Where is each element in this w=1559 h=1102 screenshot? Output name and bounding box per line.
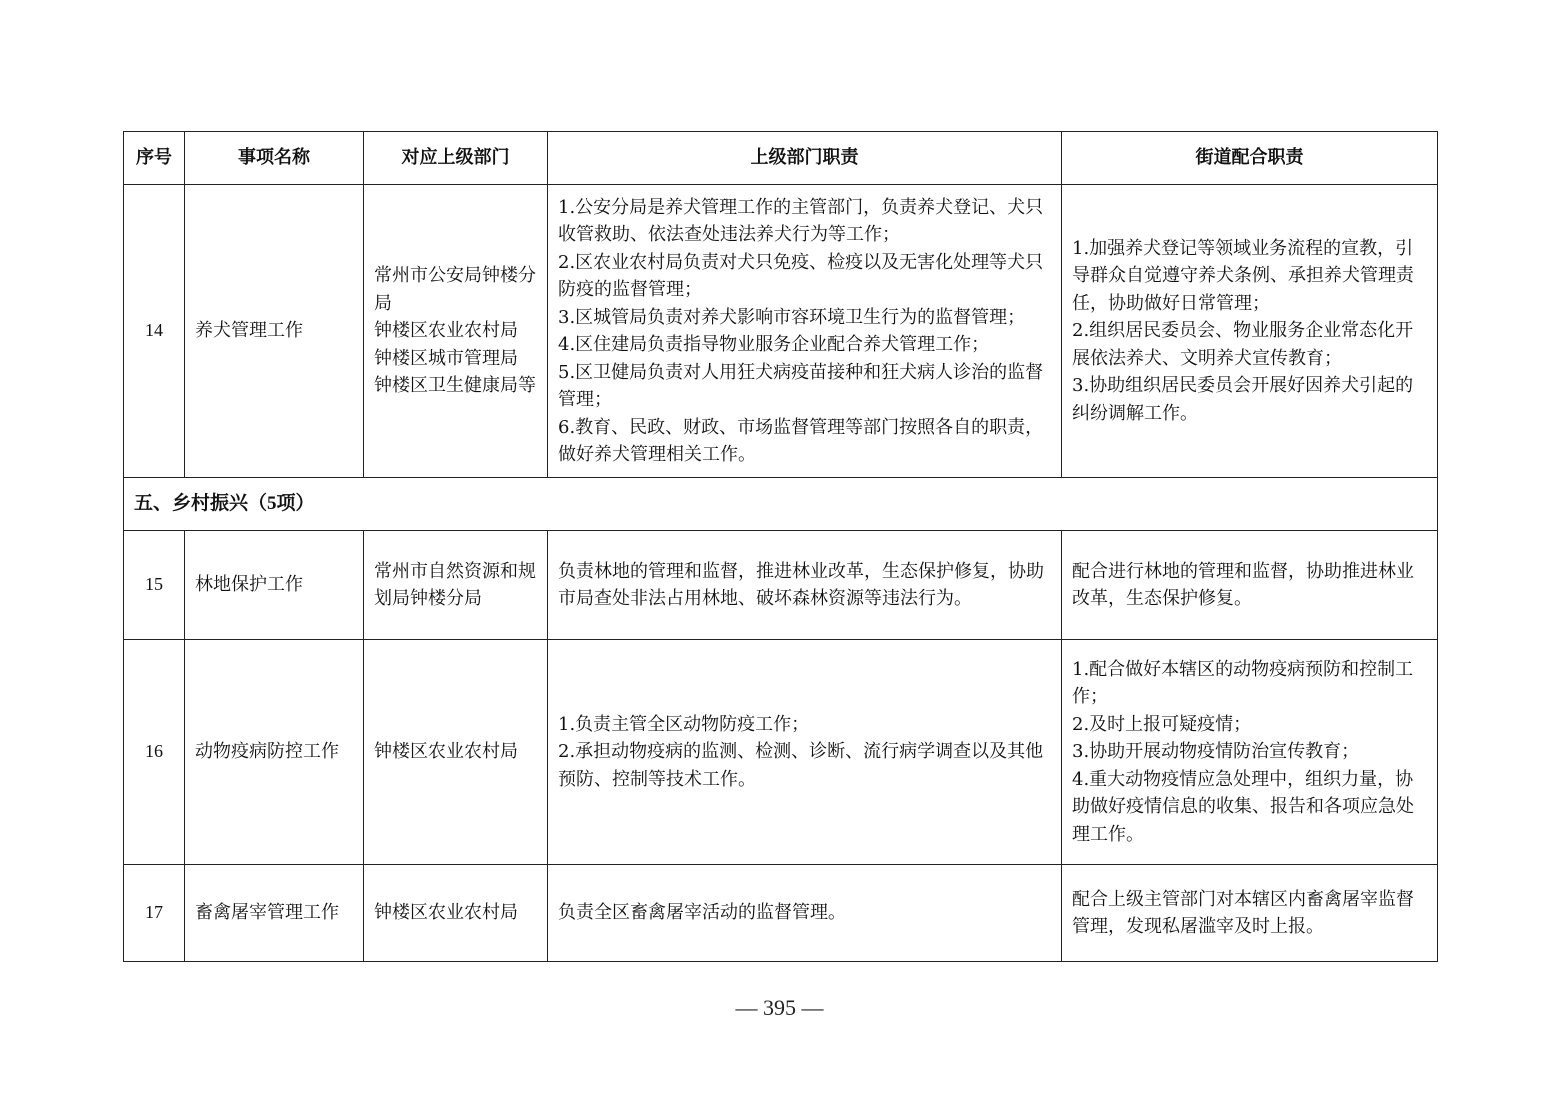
department-cell [364,185,548,478]
table-row [124,185,1438,478]
header-street-duties: 街道配合职责 [1062,132,1438,185]
row-number: 14 [124,185,185,478]
header-row [124,132,1438,185]
duty-table [123,131,1438,962]
section-row [124,478,1438,531]
department-line: 钟楼区农业农村局 [374,741,518,763]
street-duties-cell [1062,640,1438,865]
row-number: 16 [124,640,185,865]
department-line: 钟楼区农业农村局 [374,320,518,342]
duty-line: 1.公安分局是养犬管理工作的主管部门，负责养犬登记、犬只收管救助、依法查处违法养犬行为等工作； [558,196,1044,245]
section-title-suffix: 项） [276,492,315,515]
street-duties-cell [1062,185,1438,478]
department-cell [364,640,548,865]
duty-line: 1.加强养犬登记等领域业务流程的宣教，引导群众自觉遵守养犬条例、承担养犬管理责任，协助做好日常管理； [1072,237,1414,314]
duty-line: 6.教育、民政、财政、市场监督管理等部门按照各自的职责，做好养犬管理相关工作。 [558,416,1044,465]
duty-line: 2.区农业农村局负责对犬只免疫、检疫以及无害化处理等犬只防疫的监督管理； [558,251,1044,300]
duty-line: 4.重大动物疫情应急处理中，组织力量，协助做好疫情信息的收集、报告和各项应急处理工作。 [1072,768,1414,845]
upper-duties-cell [548,531,1062,640]
duty-line: 1.配合做好本辖区的动物疫病预防和控制工作； [1072,658,1414,708]
department-cell [364,531,548,640]
duty-line: 3.区城管局负责对养犬影响市容环境卫生行为的监督管理； [558,306,1026,328]
department-line: 常州市公安局钟楼分局 [374,265,536,314]
duty-line: 3.协助开展动物疫情防治宣传教育； [1072,741,1360,763]
department-line: 常州市自然资源和规划局钟楼分局 [374,560,536,609]
duty-line: 5.区卫健局负责对人用狂犬病疫苗接种和狂犬病人诊治的监督管理； [558,361,1044,410]
table-row [124,531,1438,640]
department-line: 钟楼区农业农村局 [374,902,518,924]
page-number: — 395 — [735,995,824,1020]
duty-line: 负责林地的管理和监督，推进林业改革，生态保护修复，协助市局查处非法占用林地、破坏森林资源等违法行为。 [558,560,1044,609]
department-cell [364,865,548,962]
header-upper-duties: 上级部门职责 [548,132,1062,185]
department-line: 钟楼区卫生健康局等 [374,375,536,397]
upper-duties-cell [548,865,1062,962]
table-row [124,640,1438,865]
department-line: 钟楼区城市管理局 [374,347,518,369]
duty-line: 3.协助组织居民委员会开展好因养犬引起的纠纷调解工作。 [1072,375,1414,424]
section-title [124,478,1438,531]
row-number: 17 [124,865,185,962]
duty-line: 2.组织居民委员会、物业服务企业常态化开展依法养犬、文明养犬宣传教育； [1072,320,1414,369]
header-item-name: 事项名称 [185,132,364,185]
item-name: 养犬管理工作 [185,185,364,478]
table-row [124,865,1438,962]
duty-line: 2.承担动物疫病的监测、检测、诊断、流行病学调查以及其他预防、控制等技术工作。 [558,741,1044,790]
duty-line: 1.负责主管全区动物防疫工作； [558,713,810,735]
street-duties-cell [1062,531,1438,640]
item-name: 动物疫病防控工作 [185,640,364,865]
duty-line: 4.区住建局负责指导物业服务企业配合养犬管理工作； [558,334,990,355]
upper-duties-cell [548,640,1062,865]
header-no: 序号 [124,132,185,185]
item-name: 畜禽屠宰管理工作 [185,865,364,962]
section-count: 5 [267,493,277,515]
duty-line: 负责全区畜禽屠宰活动的监督管理。 [558,902,846,924]
header-upper-department: 对应上级部门 [364,132,548,185]
upper-duties-cell [548,185,1062,478]
street-duties-cell [1062,865,1438,962]
row-number: 15 [124,531,185,640]
duty-line: 2.及时上报可疑疫情； [1072,713,1252,735]
duty-line: 配合进行林地的管理和监督，协助推进林业改革，生态保护修复。 [1072,560,1414,609]
section-title-text: 五、乡村振兴（ [134,492,268,515]
duty-line: 配合上级主管部门对本辖区内畜禽屠宰监督管理，发现私屠滥宰及时上报。 [1072,888,1414,937]
item-name: 林地保护工作 [185,531,364,640]
